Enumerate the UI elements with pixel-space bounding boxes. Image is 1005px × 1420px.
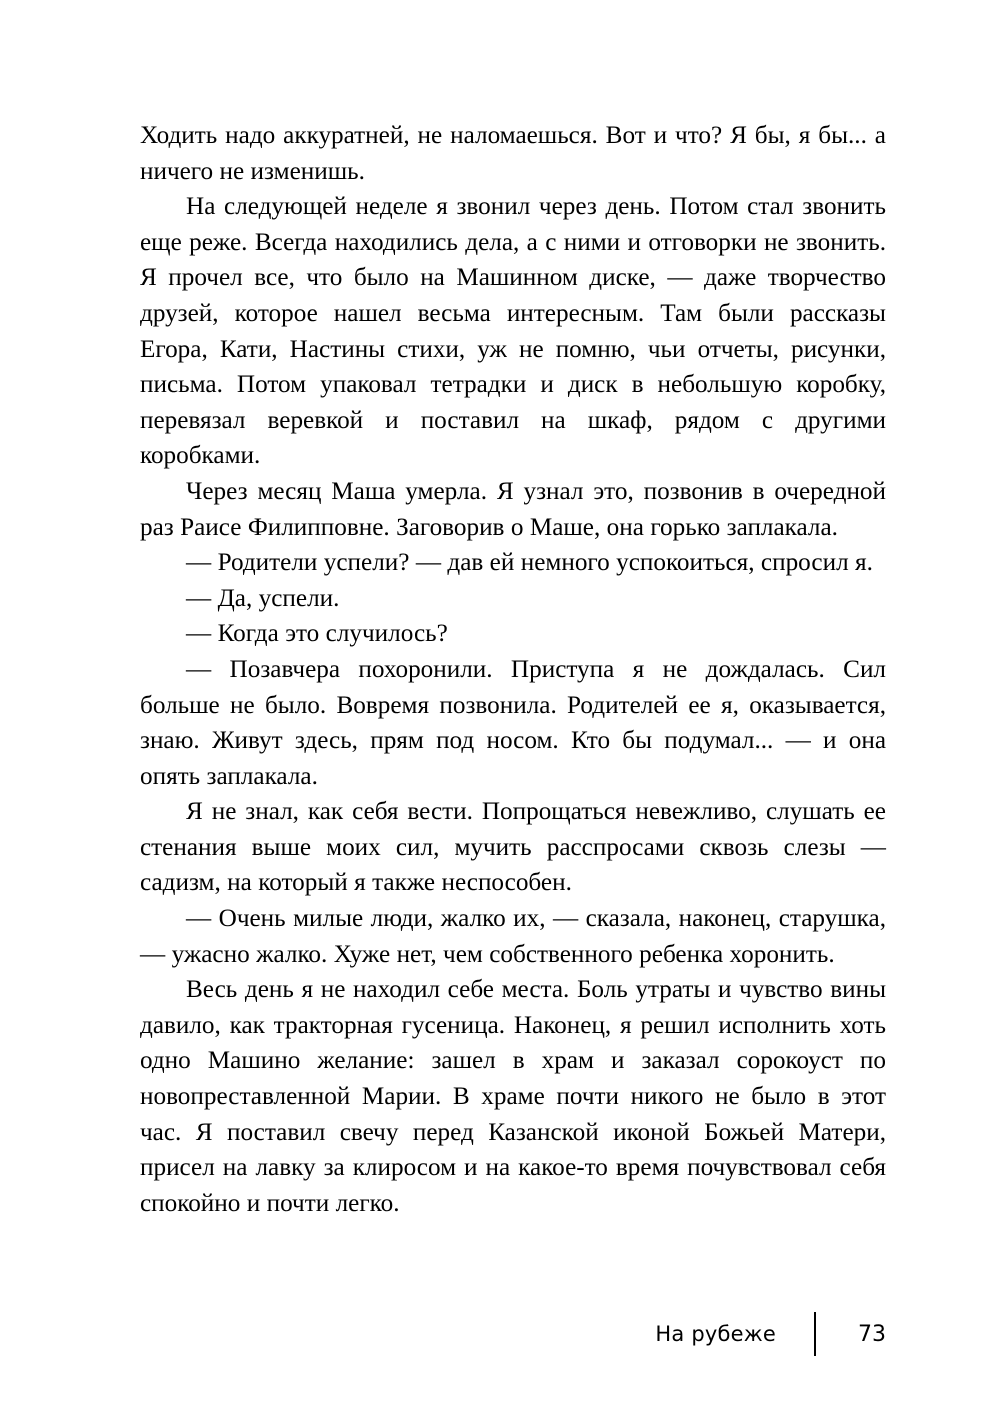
dialogue-paragraph: — Когда это случилось? <box>186 620 448 648</box>
dialogue-paragraph: — Да, успели. <box>186 584 340 612</box>
paragraph: Через месяц Маша умерла. Я узнал это, позвонив в очередной раз Раисе Филипповне. Заговорив о Маше, она горько заплакала. <box>140 477 886 541</box>
dialogue-paragraph: — Родители успели? — дав ей немного успокоиться, спросил я. <box>186 549 873 577</box>
paragraph: Весь день я не находил себе места. Боль утраты и чувство вины давило, как тракторная гусеница. Наконец, я решил исполнить хоть одно Машино желание: зашел в храм и заказал сорокоуст по новопреставленной Марии. В храме почти никого не было в этот час. Я поставил свечу перед Казанской иконой Божьей Матери, присел на лавку за клиросом и на какое-то время почувствовал себя спокойно и почти легко. <box>140 976 886 1217</box>
footer-divider <box>814 1312 816 1356</box>
page-number: 73 <box>858 1321 886 1347</box>
footer-chapter-title: На рубеже <box>655 1322 776 1346</box>
footer-content <box>655 1312 886 1356</box>
page-footer <box>140 1312 886 1366</box>
page-text-body <box>140 118 886 1221</box>
dialogue-paragraph: — Очень милые люди, жалко их, — сказала, наконец, старушка, — ужасно жалко. Хуже нет, чем собственного ребенка хоронить. <box>140 905 886 968</box>
dialogue-paragraph: — Позавчера похоронили. Приступа я не дождалась. Сил больше не было. Вовремя позвонила. Родителей ее я, оказывается, знаю. Живут здесь, прям под носом. Кто бы подумал... — и она опять заплакала. <box>140 655 886 790</box>
paragraph: Ходить надо аккуратней, не наломаешься. Вот и что? Я бы, я бы... а ничего не изменишь. <box>140 122 886 185</box>
paragraph: На следующей неделе я звонил через день. Потом стал звонить еще реже. Всегда находились дела, а с ними и отговорки не звонить. Я прочел все, что было на Машинном диске, — даже творчество друзей, которое нашел весьма интересным. Там были рассказы Егора, Кати, Настины стихи, уж не помню, чьи отчеты, рисунки, письма. Потом упаковал тетрадки и диск в небольшую коробку, перевязал веревкой и поставил на шкаф, рядом с другими коробками. <box>140 193 886 470</box>
paragraph: Я не знал, как себя вести. Попрощаться невежливо, слушать ее стенания выше моих сил, мучить расспросами сквозь слезы — садизм, на который я также неспособен. <box>140 798 886 897</box>
